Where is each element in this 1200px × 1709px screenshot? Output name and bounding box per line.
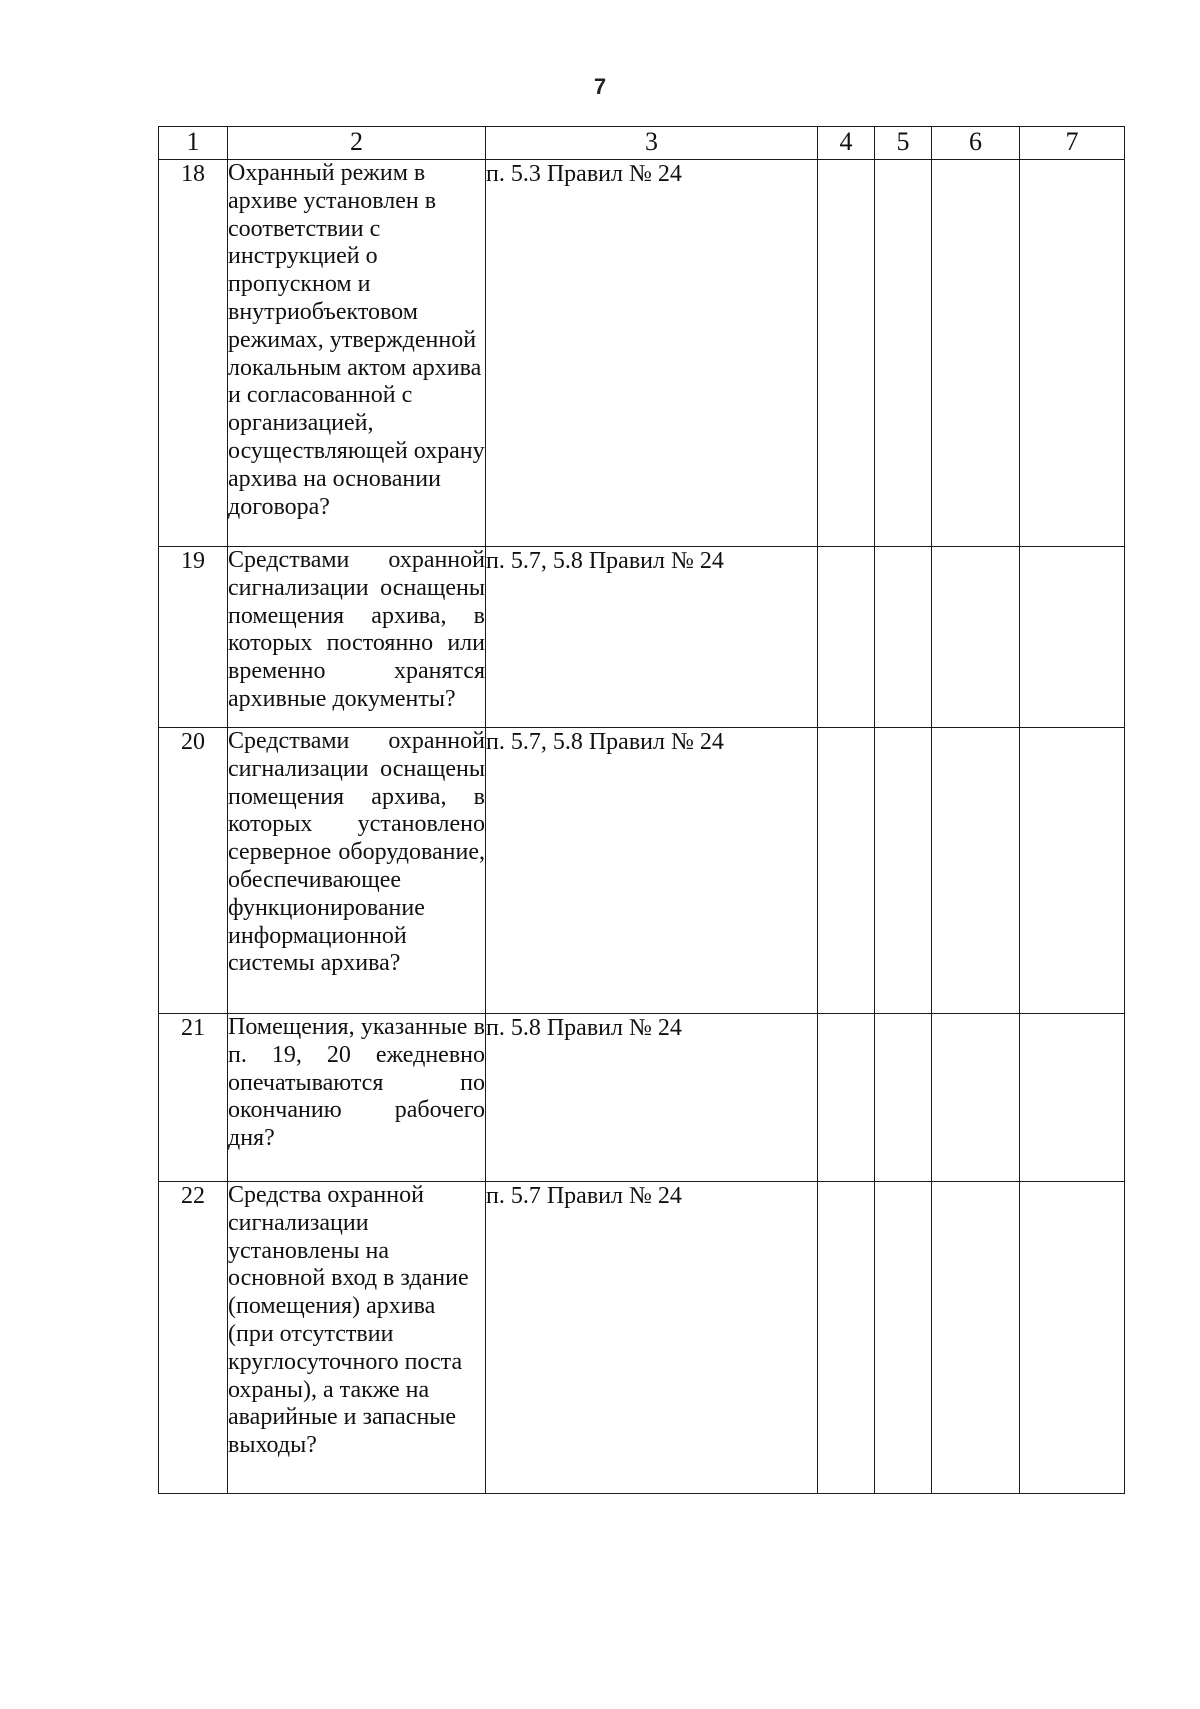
legal-basis: п. 5.7 Правил № 24 bbox=[486, 1182, 818, 1494]
answer-cell-7 bbox=[1020, 728, 1125, 1014]
row-number: 18 bbox=[159, 160, 228, 547]
table-row bbox=[159, 160, 1125, 547]
answer-cell-4 bbox=[818, 160, 875, 547]
answer-cell-4 bbox=[818, 1014, 875, 1182]
table-row bbox=[159, 1182, 1125, 1494]
table-row bbox=[159, 1014, 1125, 1182]
column-header-1: 1 bbox=[159, 127, 228, 160]
question-text: Средствами охранной сигнализации оснащены помещения архива, в которых установлено серверное оборудование, обеспечивающее функционирование информационной системы архива? bbox=[228, 728, 486, 1014]
answer-cell-4 bbox=[818, 1182, 875, 1494]
table-row bbox=[159, 547, 1125, 728]
answer-cell-6 bbox=[932, 728, 1020, 1014]
table-row bbox=[159, 728, 1125, 1014]
answer-cell-6 bbox=[932, 1014, 1020, 1182]
row-number: 19 bbox=[159, 547, 228, 728]
question-text: Помещения, указанные в п. 19, 20 ежедневно опечатываются по окончанию рабочего дня? bbox=[228, 1014, 486, 1182]
question-text: Охранный режим в архиве установлен в соответствии с инструкцией о пропускном и внутриобъектовом режимах, утвержденной локальным актом архива и согласованной с организацией, осуществляющей охрану архива на основании договора? bbox=[228, 160, 486, 547]
column-header-3: 3 bbox=[486, 127, 818, 160]
column-header-5: 5 bbox=[875, 127, 932, 160]
answer-cell-6 bbox=[932, 160, 1020, 547]
column-header-7: 7 bbox=[1020, 127, 1125, 160]
row-number: 21 bbox=[159, 1014, 228, 1182]
answer-cell-5 bbox=[875, 1014, 932, 1182]
row-number: 22 bbox=[159, 1182, 228, 1494]
legal-basis: п. 5.8 Правил № 24 bbox=[486, 1014, 818, 1182]
column-header-2: 2 bbox=[228, 127, 486, 160]
question-text: Средствами охранной сигнализации оснащены помещения архива, в которых постоянно или временно хранятся архивные документы? bbox=[228, 547, 486, 728]
header-row bbox=[159, 127, 1125, 160]
question-text: Средства охранной сигнализации установлены на основной вход в здание (помещения) архива (при отсутствии круглосуточного поста охраны), а также на аварийные и запасные выходы? bbox=[228, 1182, 486, 1494]
row-number: 20 bbox=[159, 728, 228, 1014]
legal-basis: п. 5.3 Правил № 24 bbox=[486, 160, 818, 547]
answer-cell-7 bbox=[1020, 160, 1125, 547]
column-header-4: 4 bbox=[818, 127, 875, 160]
answer-cell-6 bbox=[932, 1182, 1020, 1494]
answer-cell-5 bbox=[875, 160, 932, 547]
answer-cell-7 bbox=[1020, 1182, 1125, 1494]
answer-cell-4 bbox=[818, 547, 875, 728]
answer-cell-4 bbox=[818, 728, 875, 1014]
checklist-table bbox=[158, 126, 1125, 1494]
answer-cell-5 bbox=[875, 1182, 932, 1494]
legal-basis: п. 5.7, 5.8 Правил № 24 bbox=[486, 547, 818, 728]
answer-cell-7 bbox=[1020, 1014, 1125, 1182]
column-header-6: 6 bbox=[932, 127, 1020, 160]
answer-cell-5 bbox=[875, 547, 932, 728]
answer-cell-7 bbox=[1020, 547, 1125, 728]
legal-basis: п. 5.7, 5.8 Правил № 24 bbox=[486, 728, 818, 1014]
page-number: 7 bbox=[593, 74, 607, 99]
answer-cell-5 bbox=[875, 728, 932, 1014]
answer-cell-6 bbox=[932, 547, 1020, 728]
